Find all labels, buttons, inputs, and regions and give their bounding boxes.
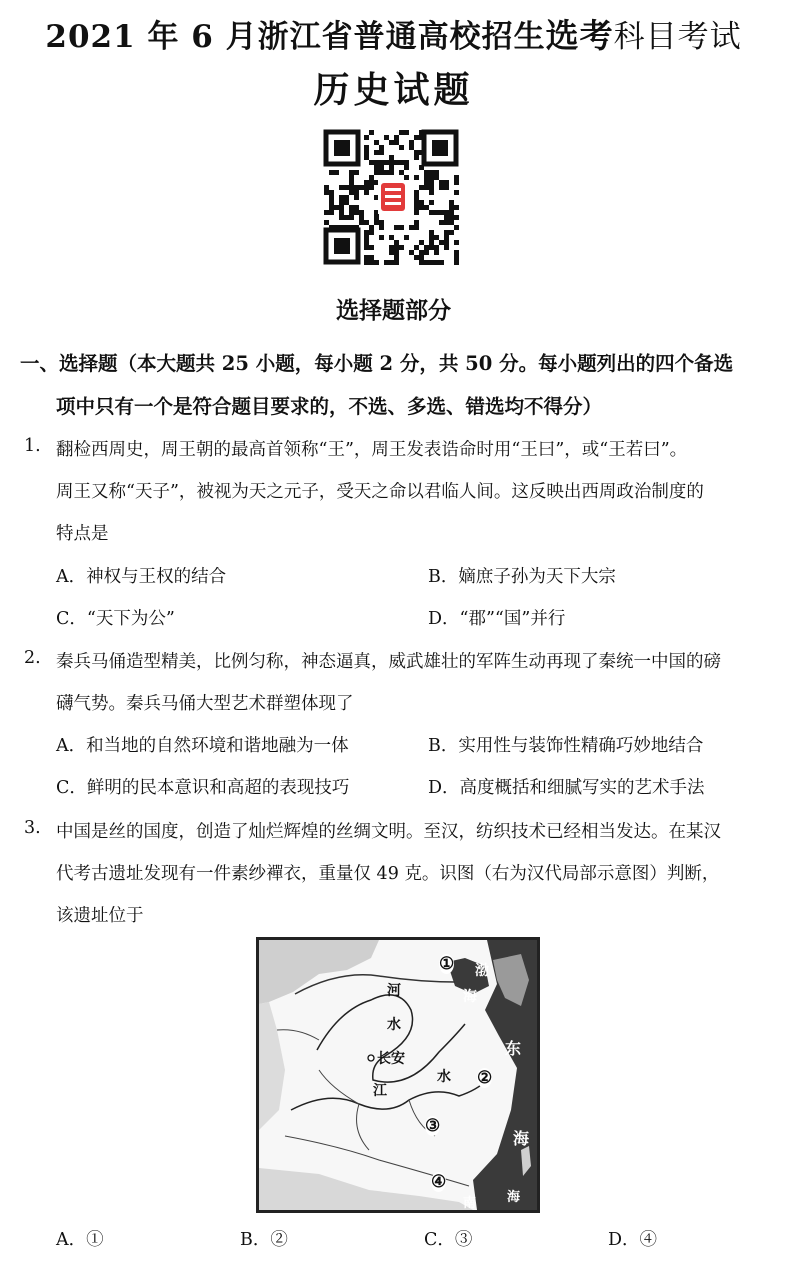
map-label-east-2: 海 [513,1129,530,1148]
map-label-south-2: 海 [507,1190,521,1205]
instruction-line-1: 一、选择题（本大题共 25 小题，每小题 2 分，共 50 分。每小题列出的四个备选 [20,352,734,375]
q1-line-2: 周王又称“天子”，被视为天之元子，受天之命以君临人间。这反映出西周政治制度的 [56,482,704,502]
q3-option-b[interactable]: B．② [240,1230,288,1250]
q3-line-3: 该遗址位于 [56,906,144,926]
exam-title-emph: 选考 [545,16,614,55]
exam-title-prefix: 2021 年 6 月浙江省普通高校招生 [45,19,546,55]
q1-option-d[interactable]: D．“郡”“国”并行 [428,609,566,629]
q3-option-a[interactable]: A．① [56,1230,104,1250]
map-label-river-jiang-1: 江 [373,1083,387,1099]
q1-number: 1. [24,436,41,456]
map-label-bohai-1: 渤 [475,963,489,979]
map-marker-1: ① [439,954,455,974]
han-dynasty-map [256,937,540,1213]
q2-option-d[interactable]: D．高度概括和细腻写实的艺术手法 [428,778,705,798]
q3-line-2: 代考古遗址发现有一件素纱襌衣，重量仅 49 克。识图（右为汉代局部示意图）判断， [56,864,720,884]
qr-code-image [322,128,460,266]
map-label-river-he-2: 水 [387,1017,401,1033]
subject-title: 历史试题 [313,69,474,111]
q1-option-b[interactable]: B．嫡庶子孙为天下大宗 [428,567,616,587]
map-label-river-jiang-2: 水 [437,1069,451,1085]
q3-option-d[interactable]: D．④ [608,1230,658,1250]
q1-line-3: 特点是 [56,524,109,544]
q1-option-a[interactable]: A．神权与王权的结合 [56,567,227,587]
q2-line-2: 礴气势。秦兵马俑大型艺术群塑体现了 [56,694,354,714]
q2-number: 2. [24,648,41,668]
q1-line-1: 翻检西周史，周王朝的最高首领称“王”，周王发表诰命时用“王曰”，或“王若曰”。 [56,440,688,460]
map-label-east-1: 东 [505,1039,522,1058]
exam-title-suffix: 科目考试 [613,19,742,55]
map-label-south-1: 南 [463,1196,477,1211]
exam-title [0,10,787,57]
q2-line-1: 秦兵马俑造型精美，比例匀称，神态逼真，威武雄壮的军阵生动再现了秦统一中国的磅 [56,652,721,672]
q3-line-1: 中国是丝的国度，创造了灿烂辉煌的丝绸文明。至汉，纺织技术已经相当发达。在某汉 [56,822,721,842]
section-heading: 选择题部分 [336,297,451,324]
q3-number: 3. [24,818,41,838]
q2-option-b[interactable]: B．实用性与装饰性精确巧妙地结合 [428,736,704,756]
map-marker-2: ② [477,1068,493,1088]
map-label-bohai-2: 海 [463,989,477,1005]
map-marker-4: ④ [431,1172,447,1192]
instruction-line-2: 项中只有一个是符合题目要求的，不选、多选、错选均不得分） [56,395,603,418]
map-marker-3: ③ [425,1116,441,1136]
q1-option-c[interactable]: C．“天下为公” [56,609,175,629]
map-label-river-he-1: 河 [387,983,401,999]
q2-option-c[interactable]: C．鲜明的民本意识和高超的表现技巧 [56,778,350,798]
q2-option-a[interactable]: A．和当地的自然环境和谐地融为一体 [56,736,349,756]
q3-option-c[interactable]: C．③ [424,1230,473,1250]
map-label-changan: 长安 [377,1051,405,1067]
